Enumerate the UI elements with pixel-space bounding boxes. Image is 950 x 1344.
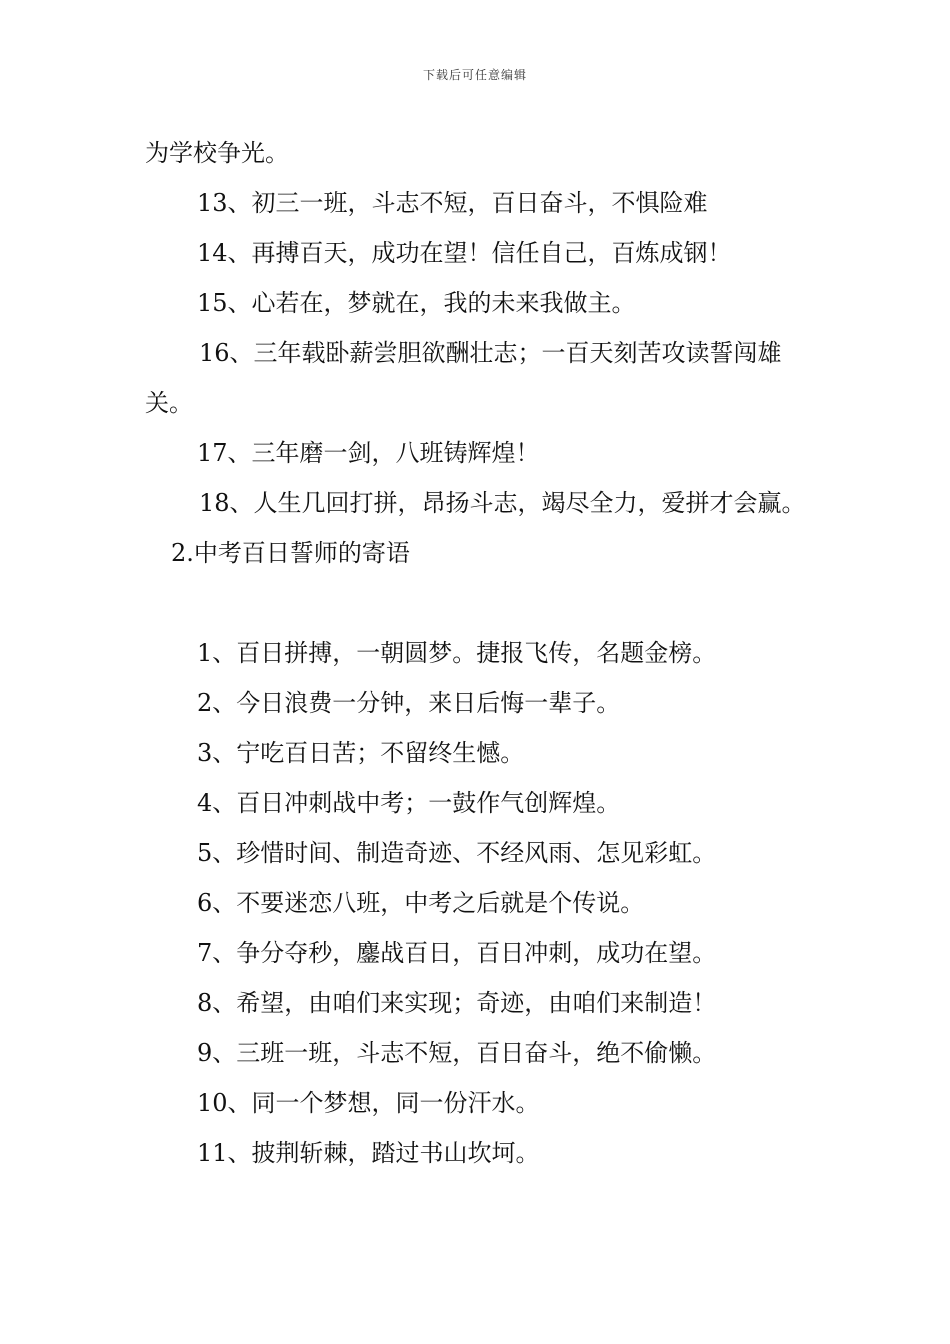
- list-item: 3、宁吃百日苦；不留终生憾。: [197, 739, 525, 767]
- list-item: 4、百日冲刺战中考；一鼓作气创辉煌。: [197, 789, 621, 817]
- list-item: 2、今日浪费一分钟，来日后悔一辈子。: [197, 689, 621, 717]
- section-heading: 2.中考百日誓师的寄语: [171, 539, 410, 567]
- list-item: 8、希望，由咱们来实现；奇迹，由咱们来制造！: [197, 989, 717, 1017]
- document-body: [145, 128, 810, 1178]
- list-item: 16、三年载卧薪尝胆欲酬壮志；一百天刻苦攻读誓闯雄关。: [145, 339, 782, 417]
- list-item: 10、同一个梦想，同一份汗水。: [197, 1089, 540, 1117]
- list-item: 9、三班一班，斗志不短，百日奋斗，绝不偷懒。: [197, 1039, 717, 1067]
- continuation-paragraph: 为学校争光。: [145, 139, 289, 167]
- list-item: 1、百日拼搏，一朝圆梦。捷报飞传，名题金榜。: [197, 639, 717, 667]
- list-item: 7、争分夺秒，鏖战百日，百日冲刺，成功在望。: [197, 939, 717, 967]
- list-item: 18、人生几回打拼，昂扬斗志，竭尽全力，爱拼才会赢。: [199, 489, 806, 517]
- page-header: 下载后可任意编辑: [422, 68, 527, 82]
- list-item: 14、再搏百天，成功在望！信任自己，百炼成钢！: [197, 239, 732, 267]
- list-item: 15、心若在，梦就在，我的未来我做主。: [197, 289, 636, 317]
- list-item: 6、不要迷恋八班，中考之后就是个传说。: [197, 889, 645, 917]
- list-item: 17、三年磨一剑，八班铸辉煌！: [197, 439, 540, 467]
- list-item: 11、披荆斩棘，踏过书山坎坷。: [197, 1139, 540, 1167]
- blank-line: [145, 578, 810, 628]
- list-item: 13、初三一班，斗志不短，百日奋斗，不惧险难: [197, 189, 708, 217]
- list-item: 5、珍惜时间、制造奇迹、不经风雨、怎见彩虹。: [197, 839, 717, 867]
